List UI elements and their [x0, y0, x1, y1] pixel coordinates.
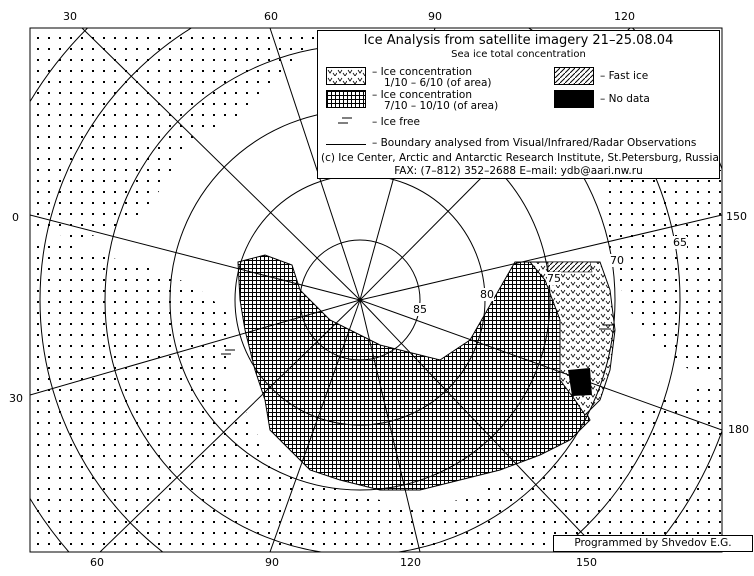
lon-label: 0	[12, 211, 19, 224]
lon-label: 120	[614, 10, 635, 23]
lat-label: 80	[480, 288, 494, 301]
lon-label: 30	[9, 392, 23, 405]
legend-ice-free-symbol	[336, 115, 358, 127]
fast-ice-patch	[548, 262, 592, 272]
legend-low-line2: 1/10 – 6/10 (of area)	[384, 77, 492, 89]
lat-label: 85	[413, 303, 427, 316]
legend-swatch-low-concentration	[326, 67, 366, 85]
legend-swatch-no-data	[554, 90, 594, 108]
lon-label: 150	[726, 210, 747, 223]
legend-institute: (c) Ice Center, Arctic and Antarctic Research Institute, St.Petersburg, Russia	[321, 152, 719, 164]
legend-no-data: – No data	[600, 93, 650, 105]
legend-boundary: – Boundary analysed from Visual/Infrared/Radar Observations	[372, 137, 697, 149]
legend-high-line1: – Ice concentration	[372, 89, 472, 101]
legend-contact: FAX: (7–812) 352–2688 E–mail: ydb@aari.nw.ru	[394, 165, 643, 177]
legend-title: Ice Analysis from satellite imagery 21–25.08.04	[363, 33, 674, 48]
lon-label: 90	[265, 556, 279, 569]
legend-subtitle: Sea ice total concentration	[451, 49, 586, 60]
ice-high-concentration	[238, 255, 590, 490]
legend-boundary-line	[326, 144, 366, 145]
legend-ice-free: – Ice free	[372, 116, 420, 128]
lat-label: 65	[673, 236, 687, 249]
legend-swatch-fast-ice	[554, 67, 594, 85]
lon-label: 60	[90, 556, 104, 569]
legend-box	[317, 30, 720, 179]
legend-low-line1: – Ice concentration	[372, 66, 472, 78]
lon-label: 120	[400, 556, 421, 569]
lat-label: 70	[610, 254, 624, 267]
lat-label: 75	[547, 272, 561, 285]
legend-high-line2: 7/10 – 10/10 (of area)	[384, 100, 499, 112]
lon-label: 90	[428, 10, 442, 23]
lon-label: 150	[576, 556, 597, 569]
lon-label: 60	[264, 10, 278, 23]
programmer-credit: Programmed by Shvedov E.G.	[553, 535, 753, 552]
legend-fast-ice: – Fast ice	[600, 70, 649, 82]
legend-swatch-high-concentration	[326, 90, 366, 108]
lon-label: 30	[63, 10, 77, 23]
lon-label: 180	[728, 423, 749, 436]
